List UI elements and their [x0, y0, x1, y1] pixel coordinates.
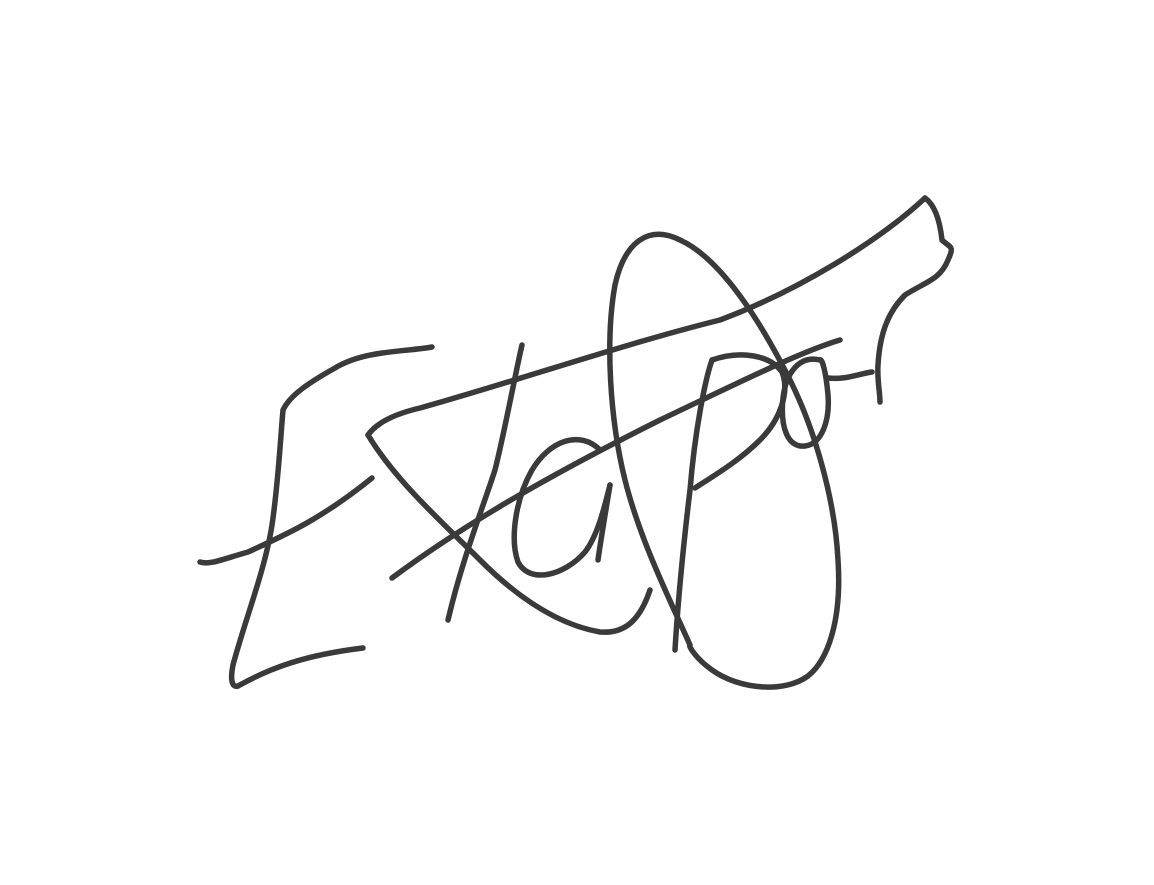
stroke-e-bottom: [238, 648, 363, 686]
stroke-triangle: [368, 435, 650, 632]
stroke-o-loop: [782, 359, 828, 446]
stroke-o-exit: [828, 372, 872, 378]
signature-strokes: [200, 198, 951, 687]
stroke-e-top: [232, 347, 432, 686]
stroke-e-middle: [200, 478, 372, 563]
stroke-p-loop: [610, 234, 839, 687]
stroke-a-loop: [514, 440, 610, 575]
